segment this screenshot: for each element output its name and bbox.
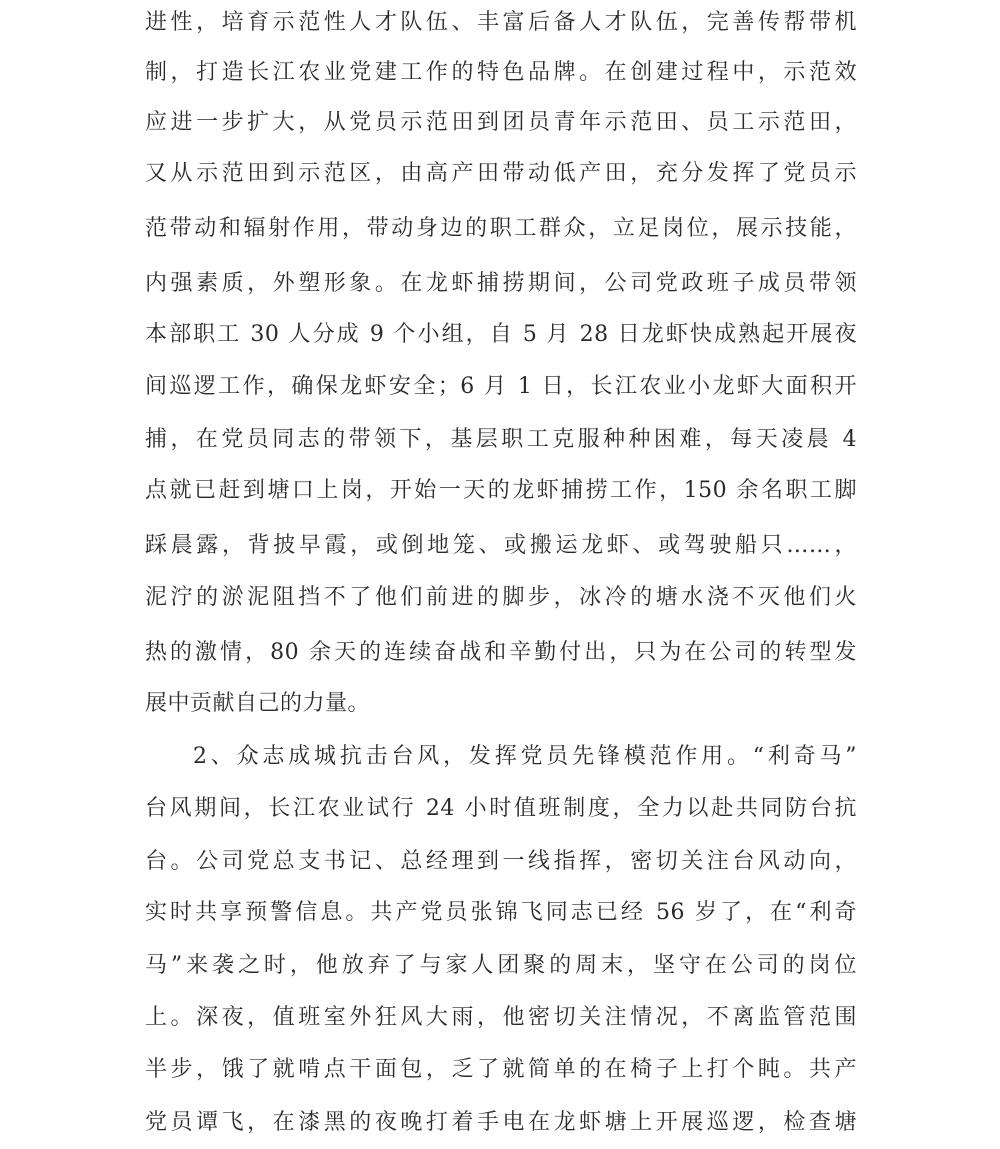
text-line: 制，打造长江农业党建工作的特色品牌。在创建过程中，示范效: [145, 60, 857, 85]
text-line: 台风期间，长江农业试行 24 小时值班制度，全力以赴共同防台抗: [145, 796, 857, 821]
text-line: 实时共享预警信息。共产党员张锦飞同志已经 56 岁了，在“利奇: [145, 900, 857, 925]
text-line: 热的激情，80 余天的连续奋战和辛勤付出，只为在公司的转型发: [145, 640, 857, 665]
text-line: 马”来袭之时，他放弃了与家人团聚的周末，坚守在公司的岗位: [145, 953, 857, 978]
text-line: 展中贡献自己的力量。: [145, 691, 371, 716]
text-line: 应进一步扩大，从党员示范田到团员青年示范田、员工示范田，: [145, 110, 857, 135]
text-line: 党员谭飞，在漆黑的夜晚打着手电在龙虾塘上开展巡逻，检查塘: [145, 1110, 857, 1135]
text-line: 间巡逻工作，确保龙虾安全；6 月 1 日，长江农业小龙虾大面积开: [145, 374, 857, 399]
text-line: 进性，培育示范性人才队伍、丰富后备人才队伍，完善传帮带机: [145, 10, 857, 35]
text-line: 上。深夜，值班室外狂风大雨，他密切关注情况，不离监管范围: [145, 1005, 857, 1030]
text-line: 范带动和辐射作用，带动身边的职工群众，立足岗位，展示技能，: [145, 216, 857, 241]
text-line: 踩晨露，背披早霞，或倒地笼、或搬运龙虾、或驾驶船只……，: [145, 533, 857, 558]
text-line: 泥泞的淤泥阻挡不了他们前进的脚步，冰冷的塘水浇不灭他们火: [145, 585, 857, 610]
text-line: 半步，饿了就啃点干面包，乏了就简单的在椅子上打个盹。共产: [145, 1057, 857, 1082]
text-line: 台。公司党总支书记、总经理到一线指挥，密切关注台风动向，: [145, 849, 857, 874]
paragraph-heading-line: 2、众志成城抗击台风，发挥党员先锋模范作用。“利奇马”: [193, 744, 857, 769]
text-line: 本部职工 30 人分成 9 个小组，自 5 月 28 日龙虾快成熟起开展夜: [145, 322, 857, 347]
text-line: 又从示范田到示范区，由高产田带动低产田，充分发挥了党员示: [145, 161, 857, 186]
text-line: 内强素质，外塑形象。在龙虾捕捞期间，公司党政班子成员带领: [145, 271, 857, 296]
text-line: 捕，在党员同志的带领下，基层职工克服种种困难，每天凌晨 4: [145, 427, 857, 452]
text-line: 点就已赶到塘口上岗，开始一天的龙虾捕捞工作，150 余名职工脚: [145, 478, 857, 503]
